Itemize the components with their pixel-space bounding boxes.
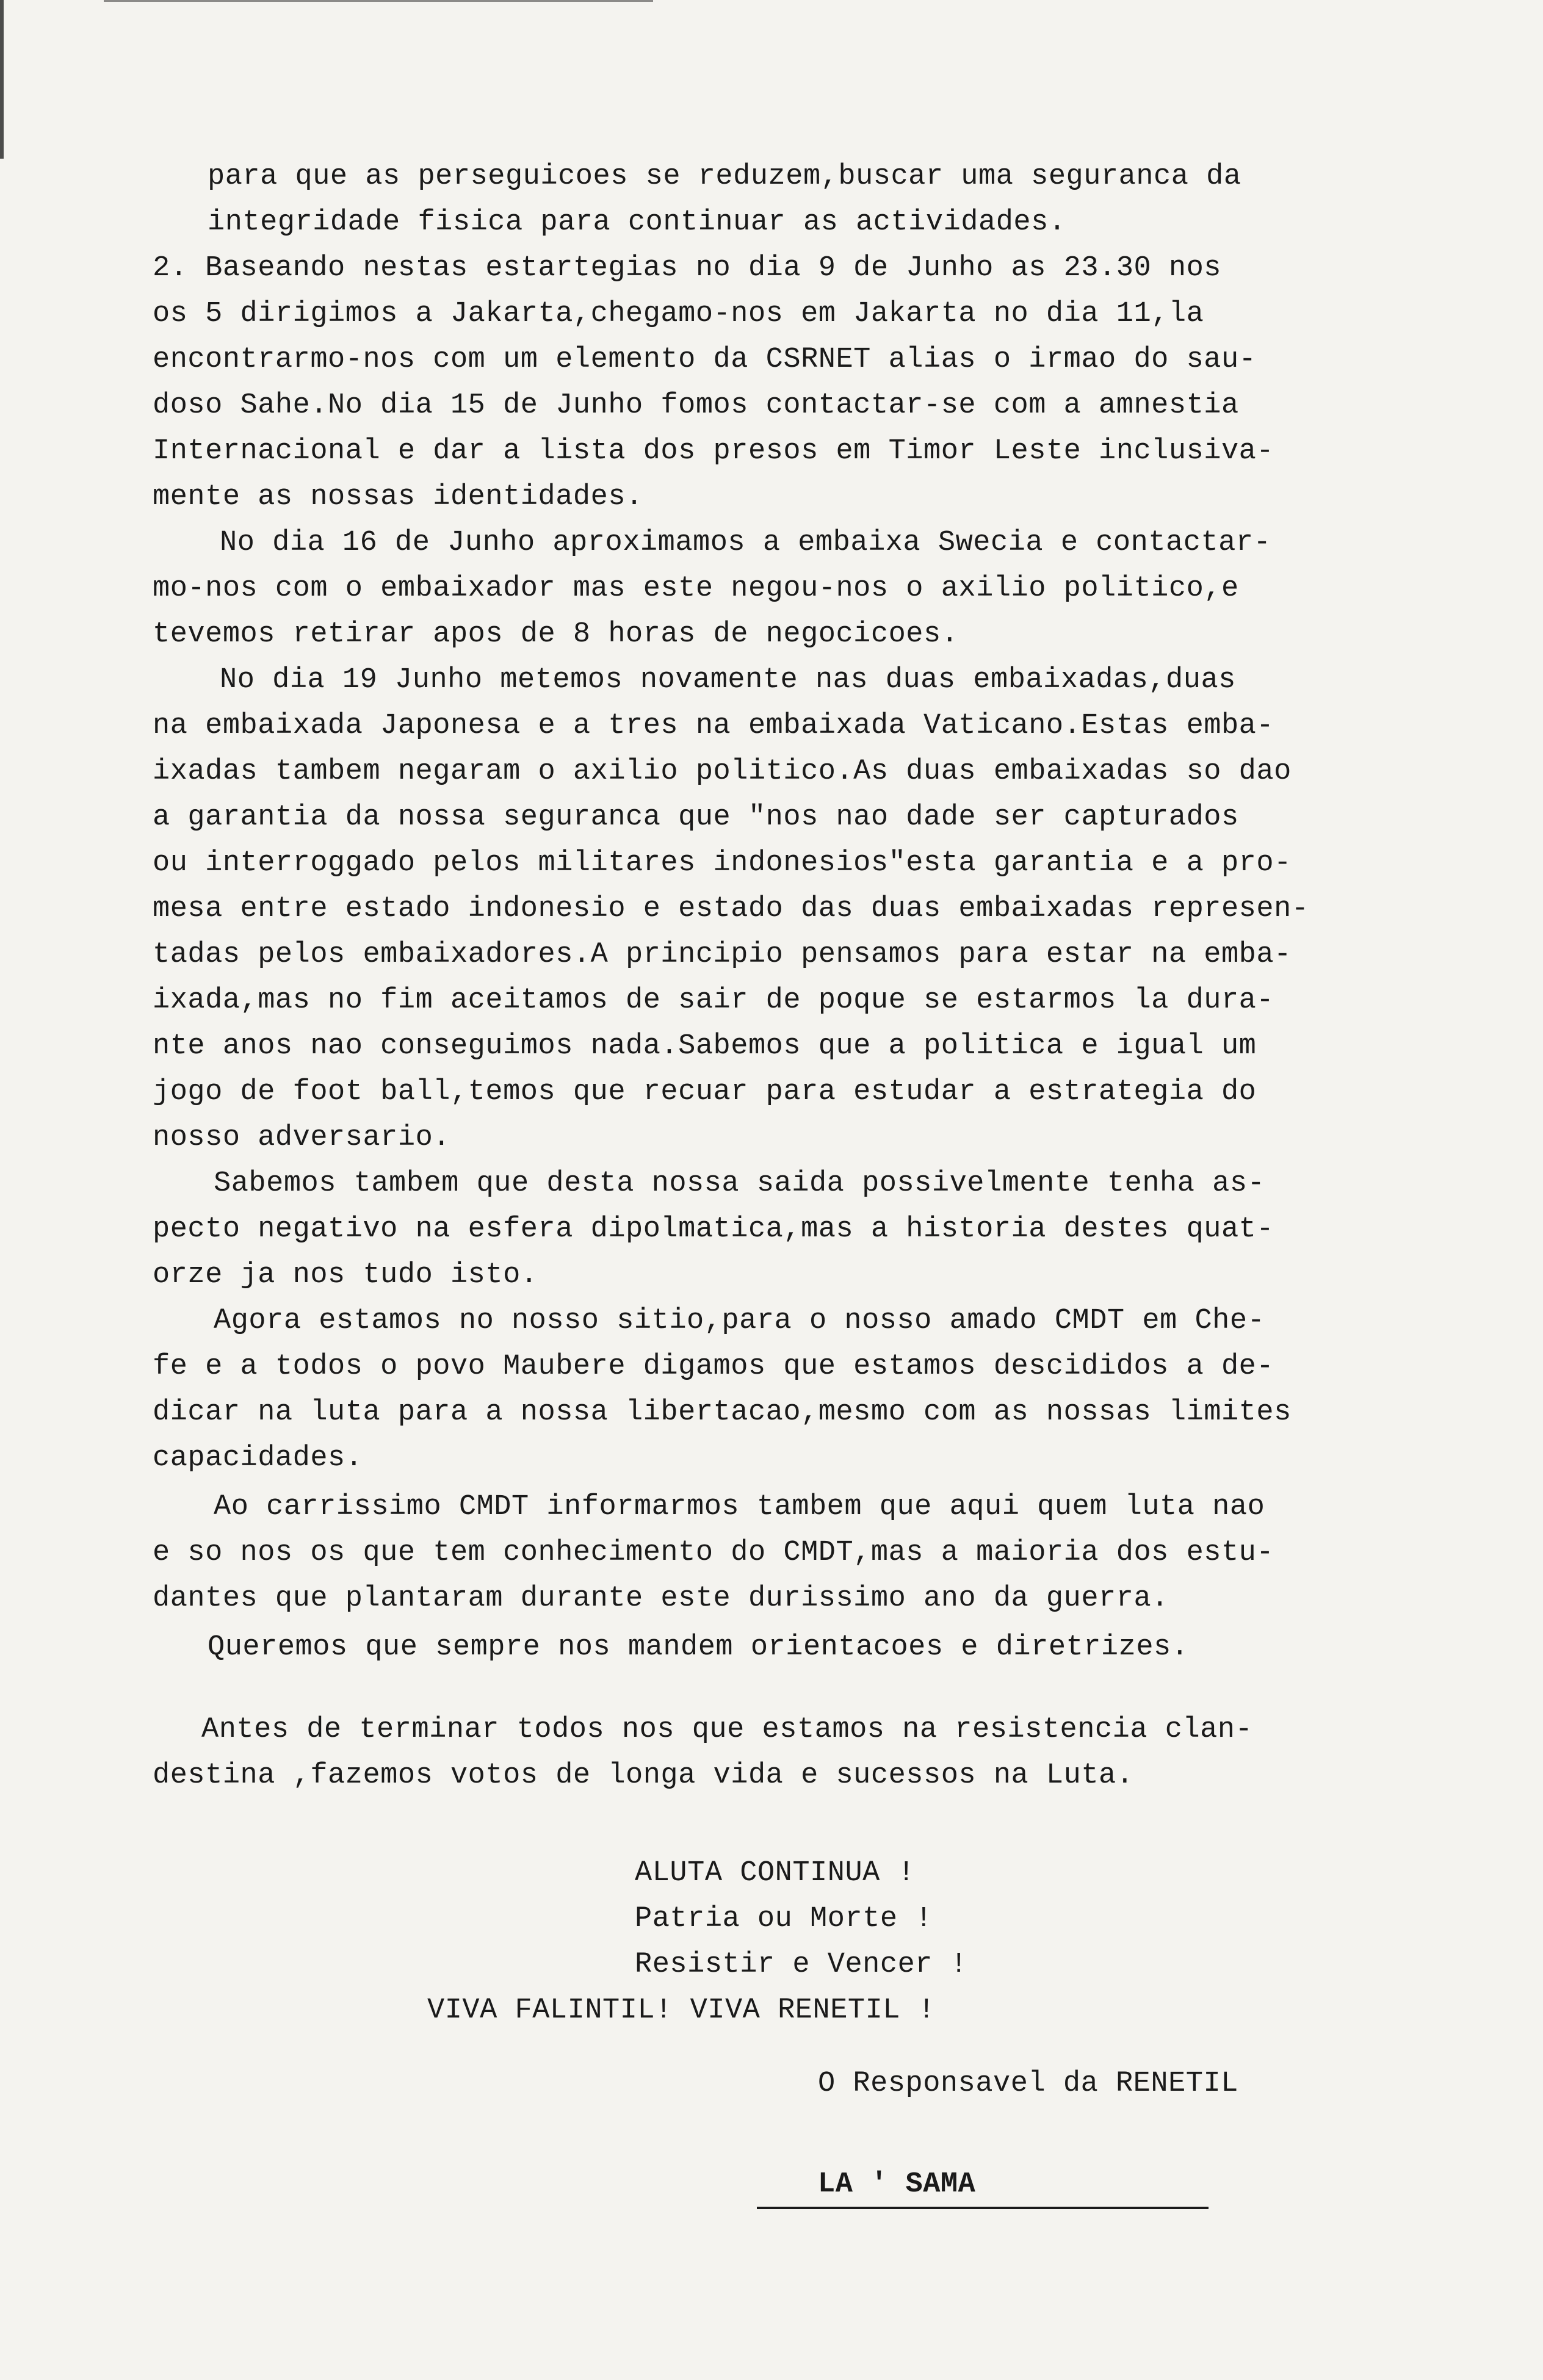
text-line: orze ja nos tudo isto.: [153, 1259, 538, 1291]
text-line: na embaixada Japonesa e a tres na embaixada Vaticano.Estas emba-: [153, 710, 1274, 742]
scan-edge-mark: [104, 0, 653, 2]
text-line: ixadas tambem negaram o axilio politico.As duas embaixadas so dao: [153, 755, 1292, 788]
text-line: integridade fisica para continuar as actividades.: [208, 206, 1066, 239]
text-line: No dia 16 de Junho aproximamos a embaixa Swecia e contactar-: [220, 527, 1271, 559]
text-line: para que as perseguicoes se reduzem,buscar uma seguranca da: [208, 160, 1241, 193]
slogan-patria-ou-morte: Patria ou Morte !: [635, 1903, 933, 1935]
slogan-aluta-continua: ALUTA CONTINUA !: [635, 1857, 916, 1889]
slogan-viva-falintil: VIVA FALINTIL! VIVA RENETIL !: [427, 1994, 936, 2027]
text-line: Queremos que sempre nos mandem orientacoes e diretrizes.: [208, 1631, 1189, 1664]
text-line: tadas pelos embaixadores.A principio pensamos para estar na emba-: [153, 939, 1292, 971]
text-line: ou interroggado pelos militares indonesios"esta garantia e a pro-: [153, 847, 1292, 879]
text-line: Agora estamos no nosso sitio,para o nosso amado CMDT em Che-: [214, 1305, 1265, 1337]
signature-underline: [757, 2207, 1209, 2209]
text-line: 2. Baseando nestas estartegias no dia 9 de Junho as 23.30 nos: [153, 252, 1221, 284]
text-line: capacidades.: [153, 1442, 363, 1474]
text-line: nosso adversario.: [153, 1122, 450, 1154]
text-line: tevemos retirar apos de 8 horas de negocicoes.: [153, 618, 959, 651]
slogan-resistir-e-vencer: Resistir e Vencer !: [635, 1949, 968, 1981]
text-line: mo-nos com o embaixador mas este negou-nos o axilio politico,e: [153, 572, 1239, 605]
text-line: Internacional e dar a lista dos presos em Timor Leste inclusiva-: [153, 435, 1274, 467]
responsible-line: O Responsavel da RENETIL: [818, 2068, 1238, 2100]
text-line: e so nos os que tem conhecimento do CMDT,mas a maioria dos estu-: [153, 1537, 1274, 1569]
text-line: Sabemos tambem que desta nossa saida possivelmente tenha as-: [214, 1167, 1265, 1200]
text-line: No dia 19 Junho metemos novamente nas duas embaixadas,duas: [220, 664, 1236, 696]
text-line: os 5 dirigimos a Jakarta,chegamo-nos em Jakarta no dia 11,la: [153, 298, 1204, 330]
text-line: mente as nossas identidades.: [153, 481, 643, 513]
scan-edge-mark: [0, 0, 4, 159]
text-line: jogo de foot ball,temos que recuar para estudar a estrategia do: [153, 1076, 1257, 1108]
text-line: destina ,fazemos votos de longa vida e sucessos na Luta.: [153, 1759, 1134, 1792]
text-line: encontrarmo-nos com um elemento da CSRNET alias o irmao do sau-: [153, 344, 1257, 376]
text-line: Ao carrissimo CMDT informarmos tambem que aqui quem luta nao: [214, 1491, 1265, 1523]
text-line: dantes que plantaram durante este durissimo ano da guerra.: [153, 1582, 1169, 1615]
text-line: doso Sahe.No dia 15 de Junho fomos contactar-se com a amnestia: [153, 389, 1239, 422]
text-line: mesa entre estado indonesio e estado das duas embaixadas represen-: [153, 893, 1309, 925]
text-line: Antes de terminar todos nos que estamos na resistencia clan-: [201, 1714, 1253, 1746]
text-line: fe e a todos o povo Maubere digamos que estamos descididos a de-: [153, 1350, 1274, 1383]
text-line: nte anos nao conseguimos nada.Sabemos que a politica e igual um: [153, 1030, 1257, 1062]
text-line: dicar na luta para a nossa libertacao,mesmo com as nossas limites: [153, 1396, 1292, 1429]
signature-name: LA ' SAMA: [818, 2168, 976, 2201]
text-line: pecto negativo na esfera dipolmatica,mas a historia destes quat-: [153, 1213, 1274, 1246]
text-line: a garantia da nossa seguranca que "nos nao dade ser capturados: [153, 801, 1239, 834]
text-line: ixada,mas no fim aceitamos de sair de poque se estarmos la dura-: [153, 984, 1274, 1017]
